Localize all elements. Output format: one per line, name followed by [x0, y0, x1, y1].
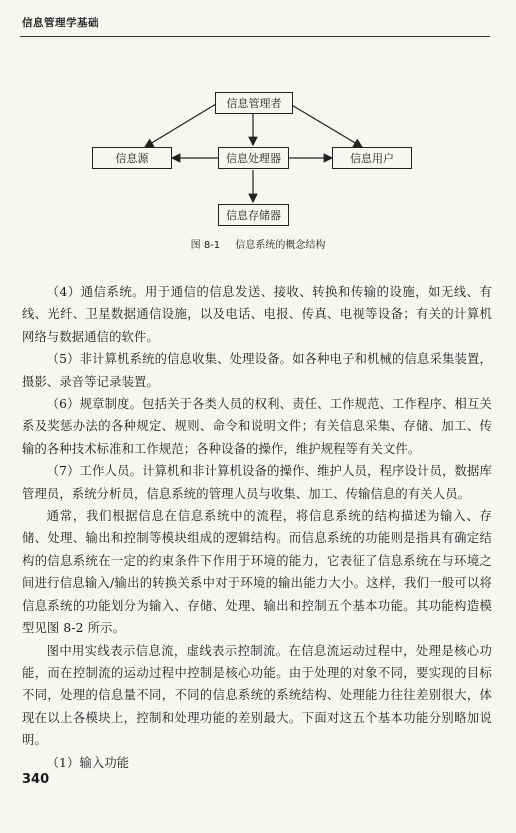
node-source: 信息源: [92, 147, 172, 169]
page-number: 340: [22, 772, 50, 787]
concept-structure-diagram: [0, 70, 516, 260]
paragraph-input-function-heading: （1）输入功能: [46, 755, 130, 770]
running-header: 信息管理学基础: [22, 17, 99, 29]
arrow-manager-to-source: [145, 104, 216, 147]
figure-caption: [0, 236, 516, 251]
node-processor: 信息处理器: [218, 147, 289, 169]
node-user: 信息用户: [332, 147, 412, 169]
node-manager: 信息管理者: [215, 92, 293, 114]
paragraph-system-functions: 通常，我们根据信息在信息系统中的流程，将信息系统的结构描述为输入、存储、处理、输出和控制等模块组成的逻辑结构。而信息系统的功能则是指具有确定结构的信息系统在一定的约束条件下作用于环境的能力，它表征了信息系统在与环境之间进行信息输入/输出的转换关系中对于环境的输出能力大小。这样，我们一般可以将信息系统的功能划分为输入、存储、处理、输出和控制五个基本功能。其功能构造模型见图 8-2 所示。: [22, 509, 492, 636]
paragraph-non-computer-equipment: （5）非计算机系统的信息收集、处理设备。如各种电子和机械的信息采集装置，摄影、录音等记录装置。: [22, 352, 492, 389]
node-storage: 信息存储器: [218, 204, 289, 226]
paragraph-rules: （6）规章制度。包括关于各类人员的权利、责任、工作规范、工作程序、相互关系及奖惩办法的各种规定、规则、命令和说明文件；有关信息采集、存储、加工、传输的各种技术标准和工作规范；各种设备的操作，维护规程等有关文件。: [22, 397, 492, 456]
figure-caption-text: 信息系统的概念结构: [235, 240, 326, 251]
header-rule: [20, 36, 490, 37]
paragraph-flow-lines: 图中用实线表示信息流，虚线表示控制流。在信息流运动过程中，处理是核心功能，而在控制流的运动过程中控制是核心功能。由于处理的对象不同，要实现的目标不同，处理的信息量不同，不同的信息系统的系统结构、处理能力往往差别很大，体现在以上各模块上，控制和处理功能的差别最大。下面对这五个基本功能分别略加说明。: [22, 643, 492, 748]
body-text: [22, 281, 492, 774]
figure-caption-number: 图 8-1: [190, 240, 221, 251]
arrow-manager-to-user: [290, 104, 362, 147]
paragraph-communication-system: （4）通信系统。用于通信的信息发送、接收、转换和传输的设施，如无线、有线、光纤、卫星数据通信设施，以及电话、电报、传真、电视等设备；有关的计算机网络与数据通信的软件。: [22, 285, 492, 344]
paragraph-staff: （7）工作人员。计算机和非计算机设备的操作、维护人员，程序设计员，数据库管理员，系统分析员，信息系统的管理人员与收集、加工、传输信息的有关人员。: [22, 464, 492, 501]
